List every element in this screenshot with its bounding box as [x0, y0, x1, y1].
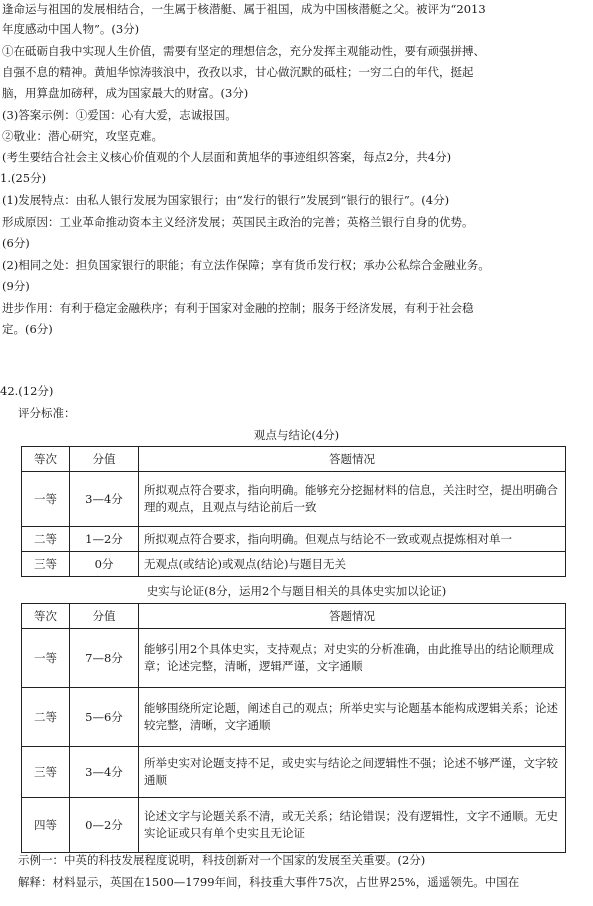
text-line: 逢命运与祖国的发展相结合，一生属于核潜艇、属于祖国，成为中国核潜艇之父。被评为“2013 — [2, 2, 486, 16]
grade-cell: 二等 — [22, 688, 70, 747]
text-line: 脑，用算盘加磅秤，成为国家最大的财富。(3分) — [2, 86, 249, 100]
text-line: (6分) — [2, 236, 30, 250]
text-line: 定。(6分) — [2, 322, 53, 336]
col-header-description: 答题情况 — [139, 604, 566, 629]
grade-cell: 三等 — [22, 747, 70, 798]
table-row — [22, 527, 566, 552]
text-line: 评分标准： — [18, 406, 76, 420]
table-header-row — [22, 604, 566, 629]
grade-cell: 四等 — [22, 798, 70, 853]
text-line: 示例一：中英的科技发展程度说明，科技创新对一个国家的发展至关重要。(2分) — [18, 853, 426, 867]
text-line: 进步作用：有利于稳定金融秩序；有利于国家对金融的控制；服务于经济发展，有利于社会稳 — [2, 301, 474, 315]
table-row — [22, 798, 566, 853]
text-line: (1)发展特点：由私人银行发展为国家银行；由“发行的银行”发展到“银行的银行”。(4分) — [2, 193, 450, 207]
table-row — [22, 747, 566, 798]
table-row — [22, 472, 566, 527]
description-cell: 所拟观点符合要求，指向明确。但观点与结论不一致或观点提炼相对单一 — [139, 527, 566, 552]
text-line: (2)相同之处：担负国家银行的职能；有立法作保障；享有货币发行权；承办公私综合金融业务。 — [2, 258, 490, 272]
grade-cell: 二等 — [22, 527, 70, 552]
grade-cell: 一等 — [22, 629, 70, 688]
text-line: (考生要结合社会主义核心价值观的个人层面和黄旭华的事迹组织答案，每点2分，共4分) — [2, 150, 452, 164]
grade-cell: 一等 — [22, 472, 70, 527]
table-row — [22, 629, 566, 688]
description-cell: 能够引用2个具体史实，支持观点；对史实的分析准确，由此推导出的结论顺理成章；论述完整，清晰，逻辑严谨，文字通顺 — [139, 629, 566, 688]
table2-caption: 史实与论证(8分，运用2个与题目相关的具体史实加以论证) — [146, 584, 447, 598]
text-line: (9分) — [2, 279, 30, 293]
text-line: 解释：材料显示，英国在1500—1799年间，科技重大事件75次，占世界25%，遥遥领先。中国在 — [18, 875, 520, 889]
table-row — [22, 688, 566, 747]
description-cell: 论述文字与论题关系不清，或无关系；结论错误；没有逻辑性，文字不通顺。无史实论证或只有单个史实且无论证 — [139, 798, 566, 853]
text-line: 形成原因：工业革命推动资本主义经济发展；英国民主政治的完善；英格兰银行自身的优势。 — [2, 215, 474, 229]
table-header-row — [22, 447, 566, 472]
score-cell: 5—6分 — [70, 688, 139, 747]
text-line: 年度感动中国人物”。(3分) — [2, 22, 140, 36]
text-line: ②敬业：潜心研究，攻坚克难。 — [2, 129, 163, 143]
description-cell: 所拟观点符合要求，指向明确。能够充分挖掘材料的信息，关注时空，提出明确合理的观点，且观点与结论前后一致 — [139, 472, 566, 527]
col-header-grade: 等次 — [22, 447, 70, 472]
scoring-table-viewpoint — [21, 446, 566, 577]
description-cell: 所举史实对论题支持不足，或史实与结论之间逻辑性不强；论述不够严谨，文字较通顺 — [139, 747, 566, 798]
text-line: 1.(25分) — [0, 171, 47, 185]
description-cell: 能够围绕所定论题，阐述自己的观点；所举史实与论题基本能构成逻辑关系；论述较完整，清晰，文字通顺 — [139, 688, 566, 747]
text-line: ①在砥砺自我中实现人生价值，需要有坚定的理想信念，充分发挥主观能动性，要有顽强拼搏、 — [2, 44, 485, 58]
col-header-score: 分值 — [70, 604, 139, 629]
score-cell: 3—4分 — [70, 747, 139, 798]
col-header-score: 分值 — [70, 447, 139, 472]
score-cell: 0分 — [70, 552, 139, 577]
col-header-grade: 等次 — [22, 604, 70, 629]
score-cell: 7—8分 — [70, 629, 139, 688]
score-cell: 3—4分 — [70, 472, 139, 527]
text-line: 42.(12分) — [0, 384, 54, 398]
scoring-table-evidence — [21, 603, 566, 853]
text-line: (3)答案示例：①爱国：心有大爱，志诚报国。 — [2, 108, 237, 122]
text-line: 自强不息的精神。黄旭华惊涛骇浪中，孜孜以求，甘心做沉默的砥柱；一穷二白的年代，挺起 — [2, 65, 474, 79]
col-header-description: 答题情况 — [139, 447, 566, 472]
score-cell: 1—2分 — [70, 527, 139, 552]
table1-caption: 观点与结论(4分) — [253, 428, 340, 442]
table-row — [22, 552, 566, 577]
grade-cell: 三等 — [22, 552, 70, 577]
description-cell: 无观点(或结论)或观点(结论)与题目无关 — [139, 552, 566, 577]
score-cell: 0—2分 — [70, 798, 139, 853]
